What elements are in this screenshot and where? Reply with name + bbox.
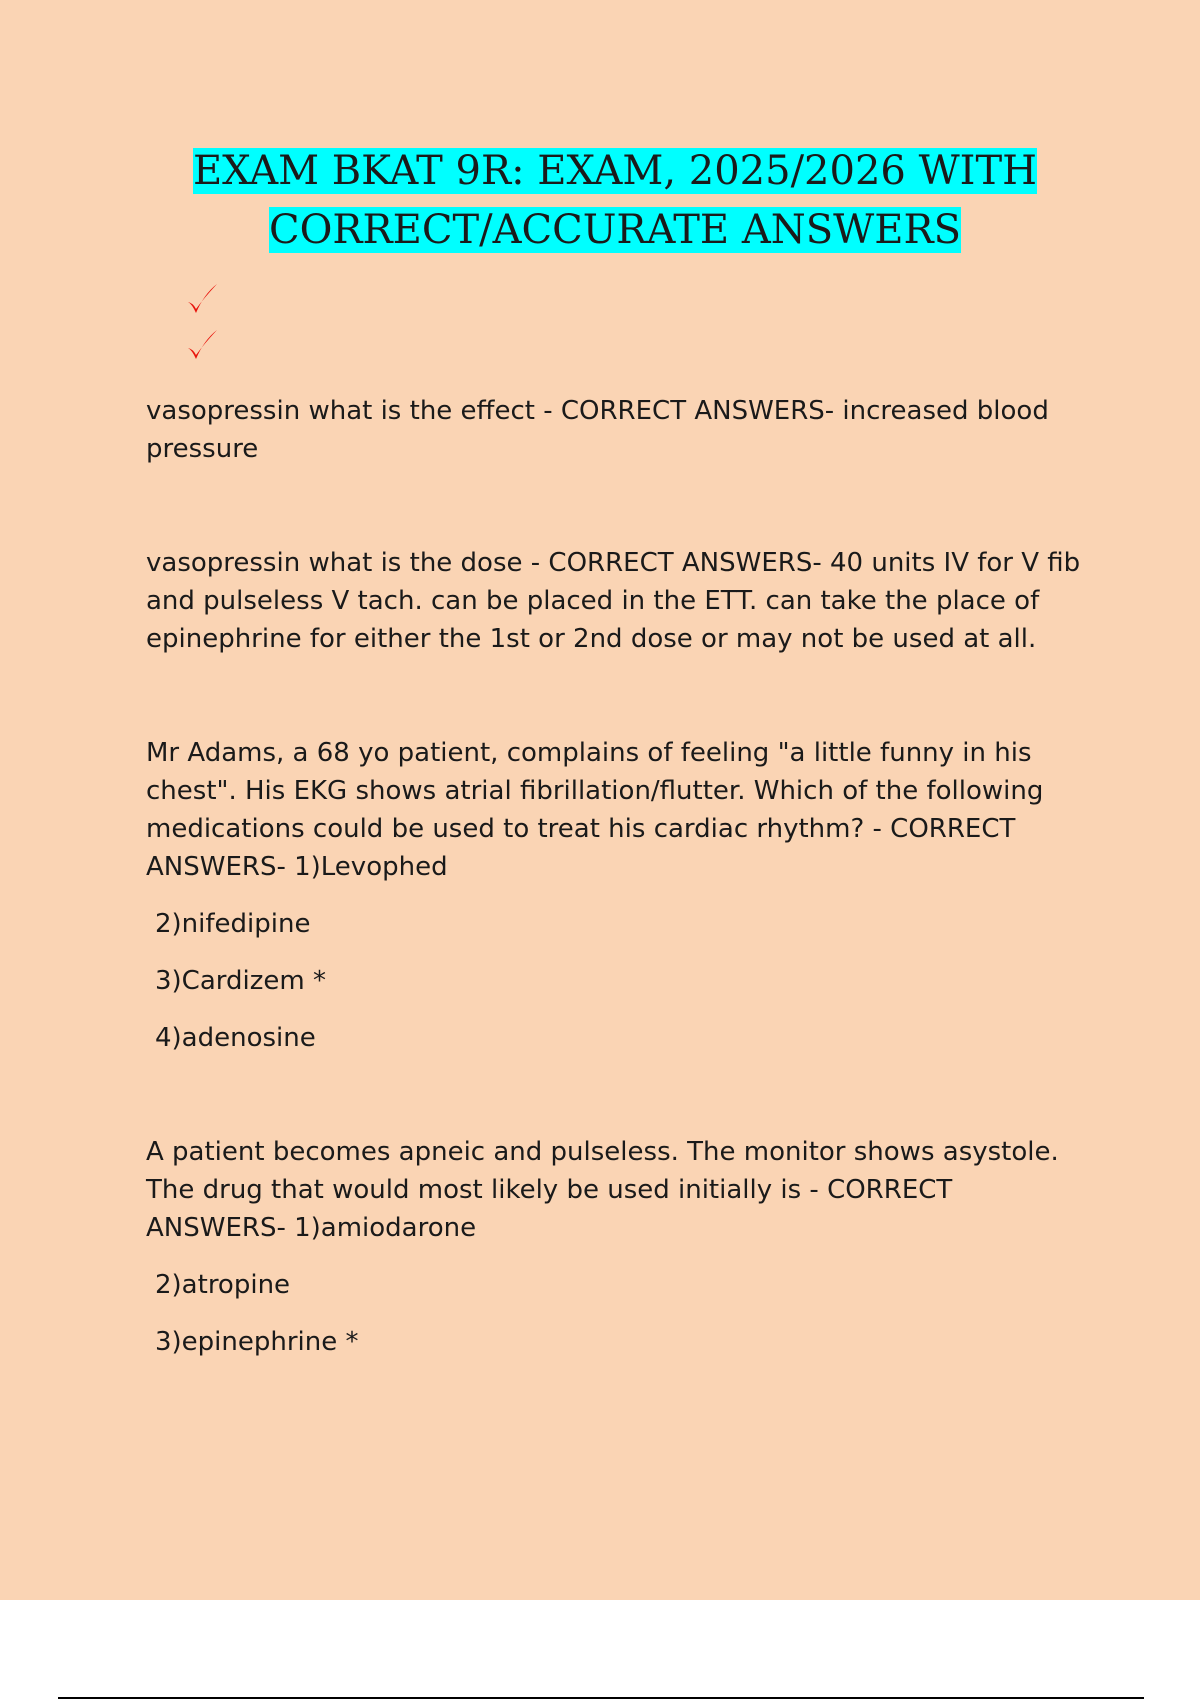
qa-text: vasopressin what is the effect - CORRECT ANSWERS- increased blood pressure [146, 396, 1049, 464]
check-mark-icon [182, 322, 222, 368]
qa-item [146, 392, 1086, 468]
qa-text: Mr Adams, a 68 yo patient, complains of feeling "a little funny in his chest". His EKG shows atrial fibrillation/flutter. Which of the following medications could be used to treat his cardiac rhythm? - CORRECT ANSWERS- 1)Levophed [146, 738, 1044, 882]
footer-rule [58, 1697, 1144, 1699]
check-marks [182, 276, 222, 368]
qa-text: A patient becomes apneic and pulseless. The monitor shows asystole. The drug that would most likely be used initially is - CORRECT ANSWERS- 1)amiodarone [146, 1137, 1059, 1243]
qa-option: 2)atropine [155, 1270, 291, 1300]
qa-list [146, 392, 1086, 1437]
qa-option: 3)epinephrine * [155, 1327, 359, 1357]
qa-option: 4)adenosine [155, 1023, 316, 1053]
check-mark-icon [182, 276, 222, 322]
qa-item [146, 1133, 1086, 1361]
document-title-text: EXAM BKAT 9R: EXAM, 2025/2026 WITH CORRECT/ACCURATE ANSWERS [192, 148, 1038, 253]
qa-text: vasopressin what is the dose - CORRECT ANSWERS- 40 units IV for V fib and pulseless V tach. can be placed in the ETT. can take the place of epinephrine for either the 1st or 2nd dose or may not be used at all. [146, 548, 1081, 654]
qa-item [146, 544, 1086, 658]
qa-item [146, 734, 1086, 1057]
qa-option: 3)Cardizem * [155, 966, 326, 996]
document-title [120, 142, 1110, 260]
qa-option: 2)nifedipine [155, 909, 311, 939]
